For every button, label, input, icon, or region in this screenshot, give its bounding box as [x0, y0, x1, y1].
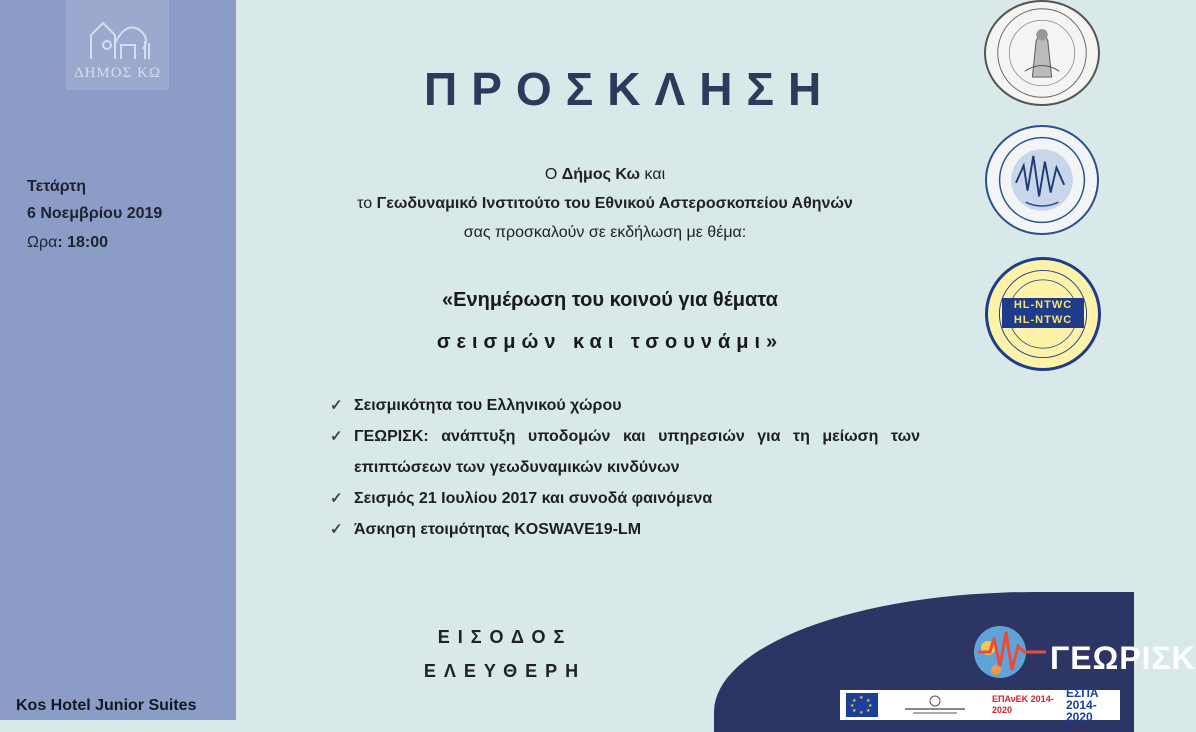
event-subject	[330, 286, 890, 356]
intro-line-2	[300, 189, 910, 218]
organizer-municipality: Δήμος Κω	[561, 166, 641, 183]
list-item	[330, 514, 920, 545]
geodynamic-institute-seal-icon	[985, 125, 1099, 235]
topics-list	[330, 390, 920, 545]
event-day: Τετάρτη	[27, 178, 87, 195]
event-date	[27, 173, 162, 227]
invitation-intro	[300, 160, 910, 247]
hl-ntwc-label	[1002, 298, 1084, 328]
ministry-emblem-icon	[884, 694, 986, 716]
hl-ntwc-top: HL-NTWC	[1013, 299, 1073, 311]
municipality-emblem-icon	[83, 13, 153, 61]
intro-line-1	[300, 160, 910, 189]
sidebar	[0, 0, 236, 720]
georisk-wordmark: ΓΕΩΡΙΣΚ	[1050, 640, 1196, 676]
event-full-date: 6 Νοεμβρίου 2019	[27, 205, 163, 222]
list-item	[330, 483, 920, 514]
topic-text: Σεισμικότητα του Ελληνικού χώρου	[354, 397, 622, 414]
hl-ntwc-bottom: HL-NTWC	[1013, 314, 1073, 326]
checkmark-icon: ✓	[330, 428, 343, 445]
list-item	[330, 421, 920, 483]
subject-line-2: σεισμών και τσουνάμι»	[436, 331, 784, 353]
observatory-seal-icon	[984, 0, 1100, 106]
intro-prefix-2: το	[357, 195, 377, 212]
list-item	[330, 390, 920, 421]
checkmark-icon: ✓	[330, 521, 343, 538]
topic-text: Σεισμός 21 Ιουλίου 2017 και συνοδά φαινόμενα	[354, 490, 713, 507]
time-label: Ωρα	[27, 234, 58, 251]
checkmark-icon: ✓	[330, 397, 343, 414]
municipality-logo-text: ΔΗΜΟΣ ΚΩ	[73, 65, 162, 81]
page-title: ΠΡΟΣΚΛΗΣΗ	[424, 63, 836, 115]
topic-text: Άσκηση ετοιμότητας KOSWAVE19-LM	[354, 521, 642, 538]
free-entry-notice	[410, 620, 600, 688]
intro-suffix: και	[640, 166, 666, 183]
event-time	[27, 234, 108, 252]
epanek-logo: ΕΠΑνΕΚ 2014-2020	[992, 694, 1054, 715]
checkmark-icon: ✓	[330, 490, 343, 507]
eu-flag-icon: ★ ★ ★ ★ ★ ★ ★ ★	[846, 693, 878, 717]
espa-logo: ΕΣΠΑ 2014-2020	[1066, 686, 1099, 724]
subject-line-1: «Ενημέρωση του κοινού για θέματα	[442, 289, 778, 311]
intro-prefix: Ο	[544, 166, 562, 183]
municipality-logo	[66, 0, 169, 90]
hl-ntwc-seal	[985, 257, 1101, 371]
funding-logos-bar	[840, 686, 1120, 724]
intro-line-3: σας προσκαλούν σε εκδήλωση με θέμα:	[463, 224, 747, 241]
event-venue: Kos Hotel Junior Suites	[16, 697, 197, 714]
time-value: : 18:00	[57, 234, 109, 251]
entry-line-1: ΕΙΣΟΔΟΣ	[437, 627, 573, 647]
topic-text: ΓΕΩΡΙΣΚ: ανάπτυξη υποδομών και υπηρεσιών για τη μείωση των επιπτώσεων των γεωδυναμικών κινδύνων	[354, 428, 920, 476]
organizer-institute: Γεωδυναμικό Ινστιτούτο του Εθνικού Αστεροσκοπείου Αθηνών	[376, 195, 853, 212]
entry-line-2: ΕΛΕΥΘΕΡΗ	[423, 661, 587, 681]
